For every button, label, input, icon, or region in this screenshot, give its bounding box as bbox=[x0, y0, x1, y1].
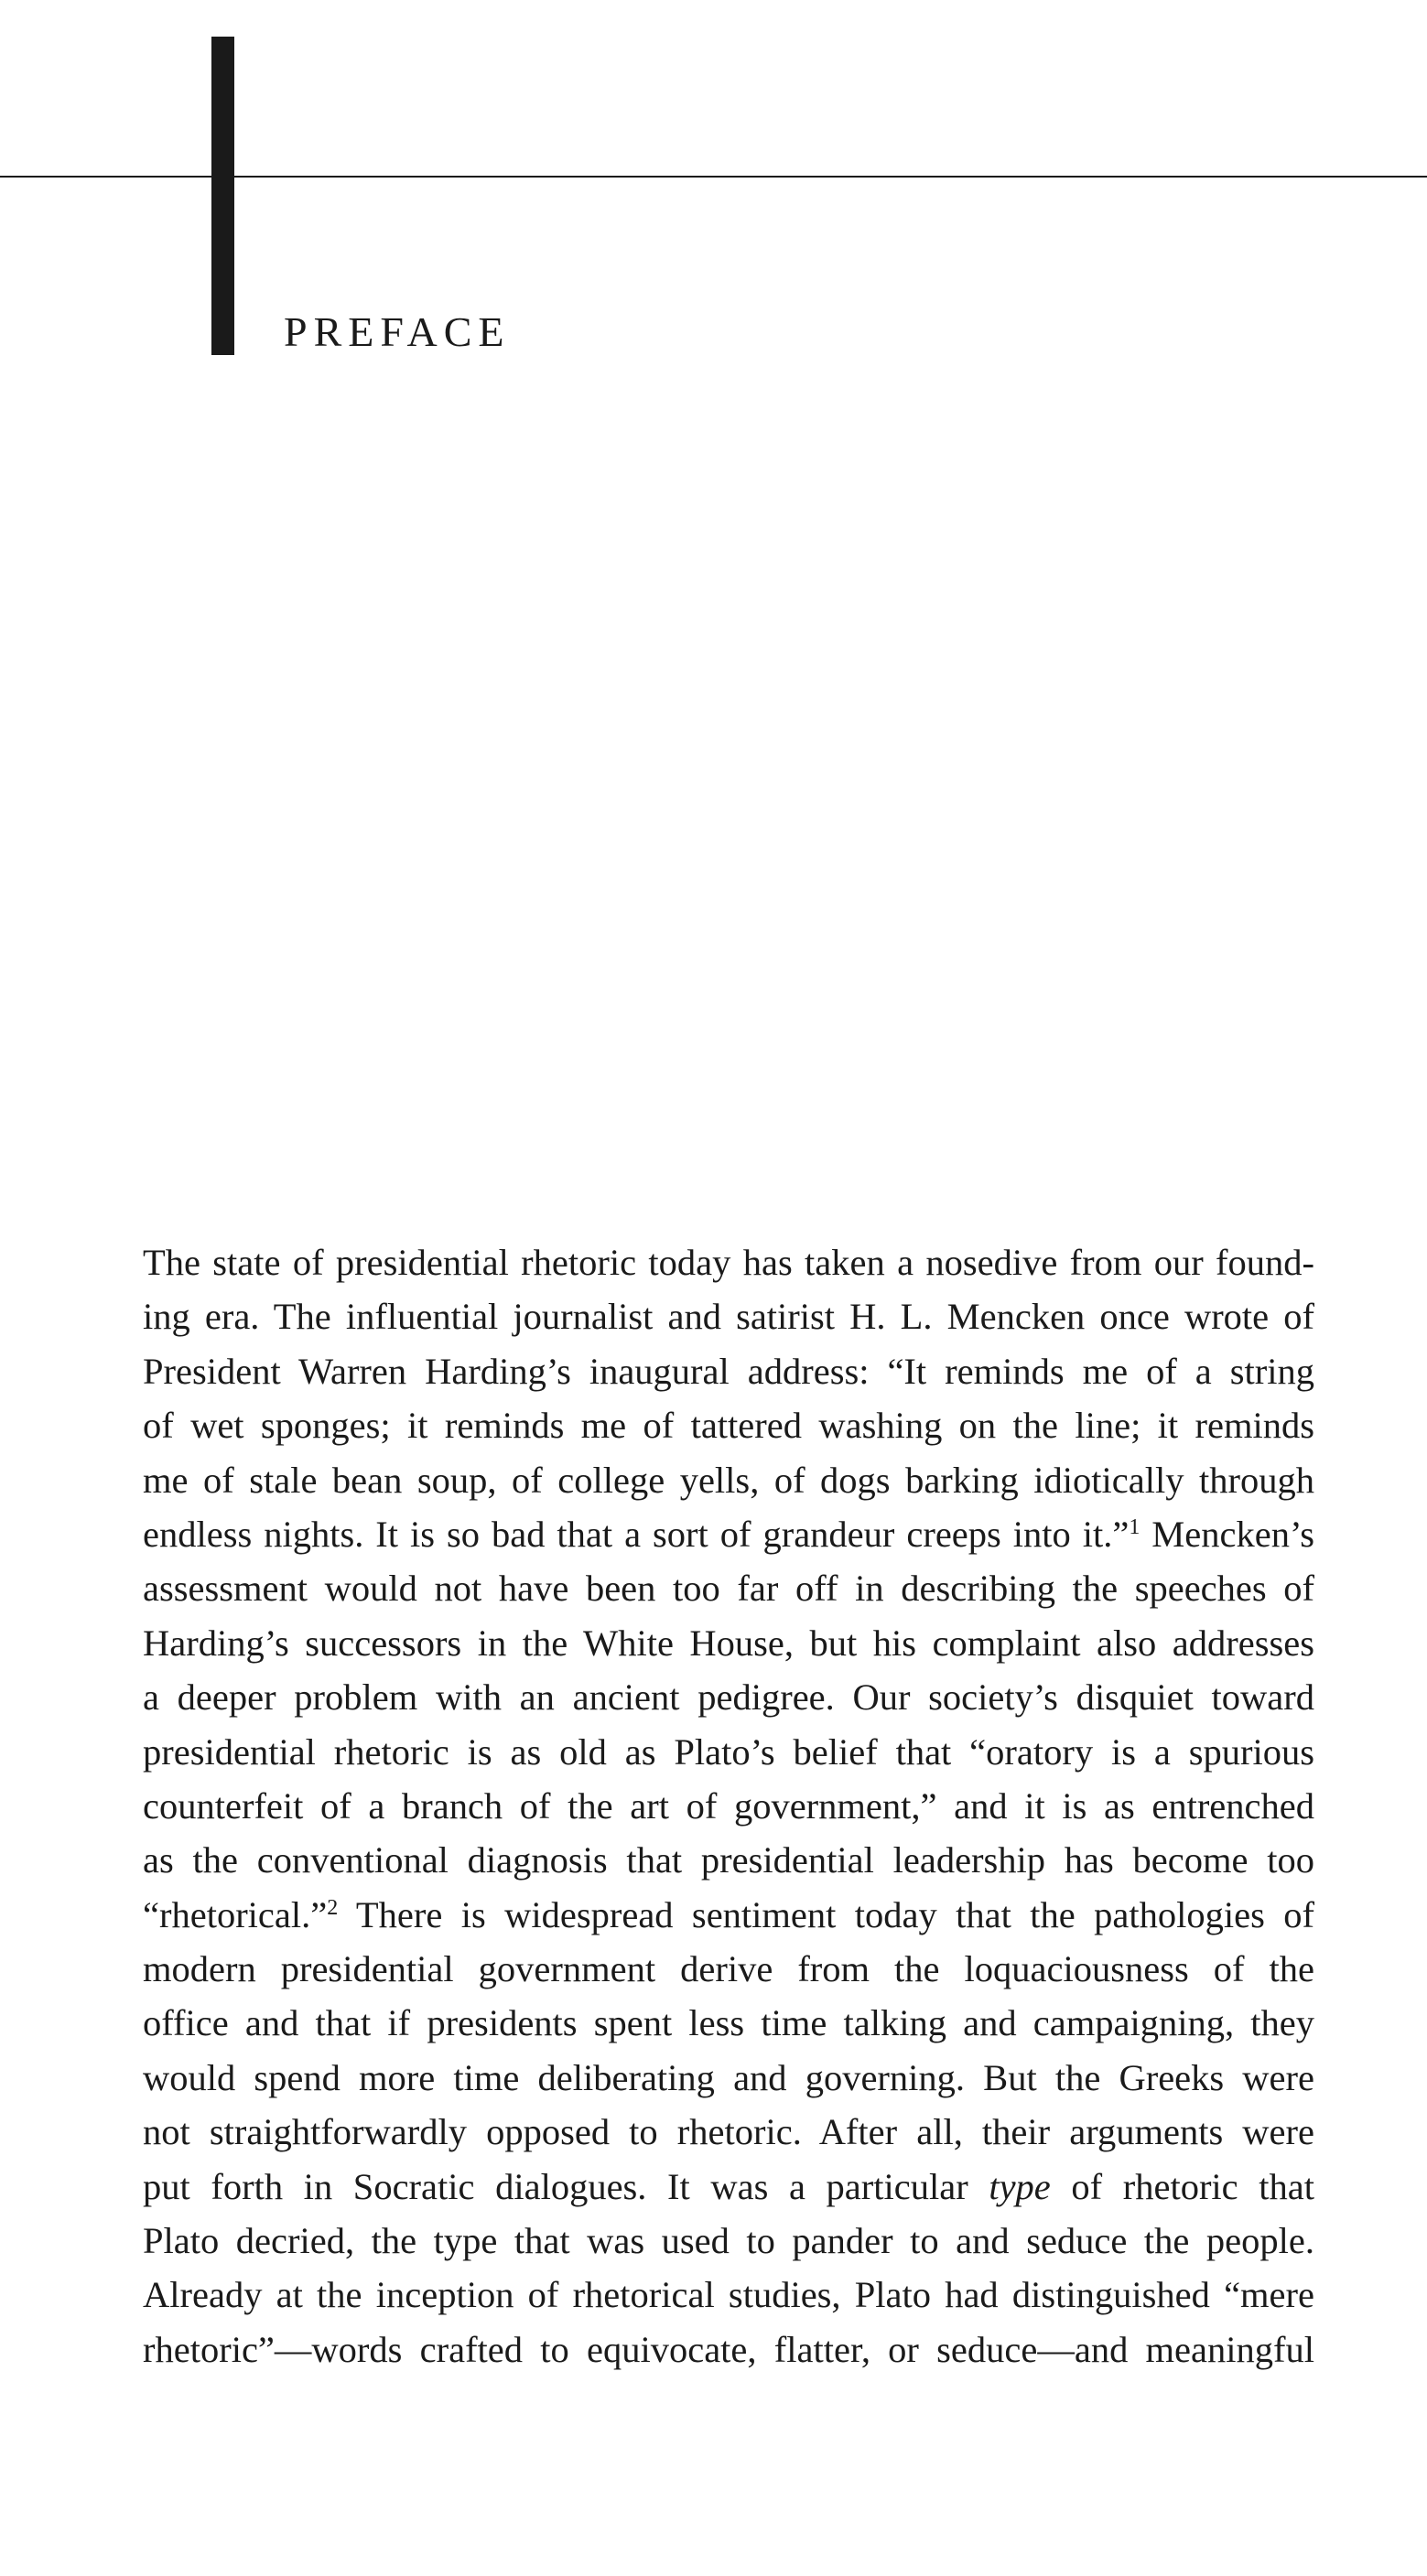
italic-emphasis: type bbox=[989, 2165, 1051, 2207]
chapter-title: PREFACE bbox=[284, 308, 511, 355]
text-line: Plato decried, the type that was used to pander to and seduce the people. bbox=[143, 2220, 1314, 2262]
text-line: a deeper problem with an ancient pedigree. Our society’s disquiet toward bbox=[143, 1676, 1314, 1719]
text-line: office and that if presidents spent less time talking and campaigning, they bbox=[143, 2002, 1314, 2044]
text-line: counterfeit of a branch of the art of government,” and it is as entrenched bbox=[143, 1784, 1314, 1827]
text-line: would spend more time deliberating and governing. But the Greeks were bbox=[143, 2056, 1314, 2098]
text-line: not straightforwardly opposed to rhetoric. After all, their arguments were bbox=[143, 2111, 1314, 2153]
text-line: The state of presidential rhetoric today has taken a nosedive from our found- bbox=[143, 1242, 1314, 1283]
text-line: Already at the inception of rhetorical studies, Plato had distinguished “mere bbox=[143, 2274, 1314, 2316]
footnote-ref-2[interactable]: 2 bbox=[327, 1895, 339, 1920]
text-line: presidential rhetoric is as old as Plato’s belief that “oratory is a spurious bbox=[143, 1730, 1314, 1773]
text-line: Harding’s successors in the White House, but his complaint also addresses bbox=[143, 1622, 1314, 1664]
text-line: “rhetorical.”$^2$ There is widespread sentiment today that the pathologies of bbox=[143, 1893, 1314, 1935]
text-line: rhetoric”—words crafted to equivocate, flatter, or seduce—and meaningful bbox=[143, 2328, 1314, 2370]
text-line: put forth in Socratic dialogues. It was a particular type of rhetoric that bbox=[143, 2165, 1314, 2207]
text-line: President Warren Harding’s inaugural address: “It reminds me of a string bbox=[143, 1350, 1314, 1392]
body-paragraph bbox=[143, 1235, 1314, 2377]
chapter-marker-bar bbox=[211, 37, 234, 355]
text-line: modern presidential government derive from the loquaciousness of the bbox=[143, 1948, 1314, 1990]
text-line: of wet sponges; it reminds me of tattered washing on the line; it reminds bbox=[143, 1405, 1314, 1447]
text-line: me of stale bean soup, of college yells, of dogs barking idiotically through bbox=[143, 1459, 1314, 1501]
text-line: ing era. The influential journalist and satirist H. L. Mencken once wrote of bbox=[143, 1296, 1314, 1338]
footnote-ref-1[interactable]: 1 bbox=[1129, 1514, 1141, 1539]
text-line: assessment would not have been too far off in describing the speeches of bbox=[143, 1568, 1314, 1610]
text-line: as the conventional diagnosis that presidential leadership has become too bbox=[143, 1839, 1314, 1881]
text-line: endless nights. It is so bad that a sort of grandeur creeps into it.”$^1$ Mencken’s bbox=[143, 1513, 1314, 1555]
